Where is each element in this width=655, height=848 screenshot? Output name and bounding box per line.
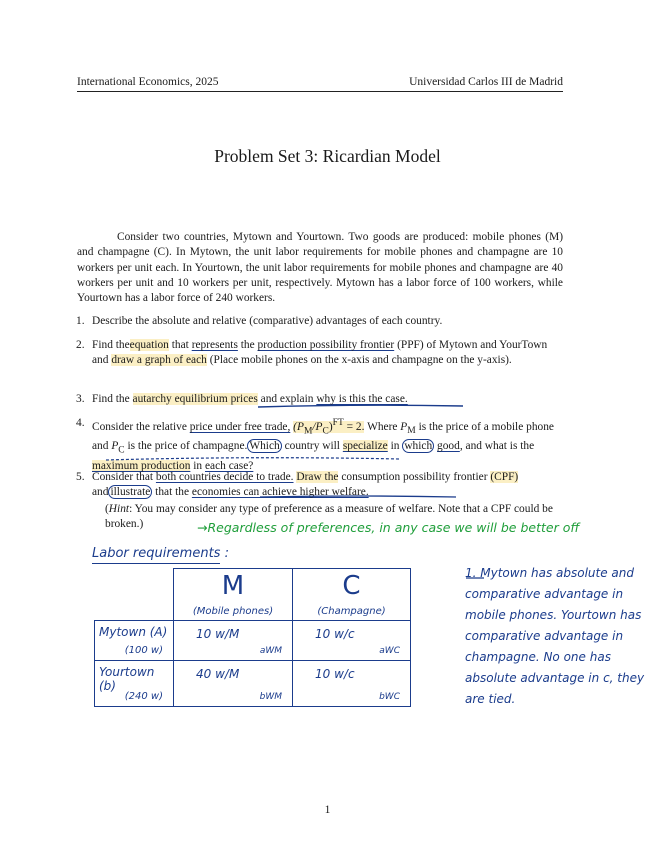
labor-requirements-table [94, 568, 411, 707]
question-5 [76, 470, 564, 501]
pm-symbol: P [400, 420, 408, 433]
mobile-label: (Mobile phones) [192, 606, 274, 617]
q2-text: the [240, 339, 255, 351]
champagne-label: (Champagne) [317, 606, 386, 617]
q4-text: country will [284, 440, 340, 453]
q2-text: (Place mobile phones on the x-axis and champagne on the y-axis). [209, 354, 512, 367]
question-number: 3. [76, 393, 85, 405]
cell-mytown-mobile [174, 621, 293, 661]
q4-underline-good: good [437, 440, 460, 453]
q5-underline-trade: both countries decide to trade. [155, 471, 294, 483]
question-text: Describe the absolute and relative (comparative) advantages of each country. [92, 315, 443, 327]
handwritten-green-note: →Regardless of preferences, in any case we will be better off [197, 520, 580, 535]
requirement-symbol: aWM [259, 646, 282, 656]
page-header [77, 76, 563, 92]
requirement-value: 10 w/c [315, 667, 355, 681]
q4-text: , and what is the [459, 440, 535, 453]
q4-formula [293, 418, 365, 437]
country-mytown [95, 621, 174, 661]
q5-text: Consider that [92, 471, 154, 483]
q2-underline-ppf: production possibility frontier [257, 339, 395, 351]
q5-highlight-draw: Draw the [296, 471, 339, 483]
q3-underline-why: why is this the case. [316, 393, 408, 405]
mobile-letter: M [221, 571, 245, 601]
q4-text: in [390, 440, 400, 453]
q3-highlight-prices: autarchy equilibrium prices [132, 393, 258, 405]
q2-text: that [171, 339, 189, 351]
q4-text: Consider the relative [92, 420, 187, 433]
formula-part: ) [328, 420, 333, 433]
q5-underline-welfare: economies can achieve higher welfare. [191, 486, 369, 499]
country-name: Mytown (A) [99, 625, 168, 639]
question-number: 4. [76, 417, 85, 429]
q4-circled-which: Which [249, 440, 280, 453]
question-number: 5. [76, 471, 85, 483]
requirement-value: 40 w/M [196, 667, 240, 681]
hint-text: : You may consider any type of preference as a measure of welfare. Note that a CPF could be broken.) [105, 503, 553, 531]
hint-label: Hint [108, 503, 130, 515]
question-number: 2. [76, 339, 85, 351]
formula-part: /P [312, 420, 323, 433]
page-number: 1 [324, 804, 331, 816]
q5-text: that the [155, 486, 190, 499]
question-2 [76, 338, 564, 369]
header-rule [77, 91, 563, 92]
question-number: 1. [76, 315, 85, 327]
q2-text: (PPF) of Mytown and YourTown and [92, 339, 548, 367]
q4-text: is the price of champagne. [127, 440, 248, 453]
q4-text: Where [367, 420, 398, 433]
course-name: International Economics, 2025 [77, 76, 219, 88]
pc-sub: C [118, 445, 125, 456]
table-header-row [95, 569, 411, 621]
formula-part: = 2. [343, 420, 365, 433]
q4-underline-price: price under free trade, [189, 420, 291, 433]
requirement-value: 10 w/c [315, 627, 355, 641]
q5-text: consumption possibility frontier [341, 471, 488, 483]
question-3 [76, 392, 564, 407]
labor-force: (100 w) [124, 645, 163, 656]
cell-yourtown-champagne [293, 661, 411, 707]
question-4 [76, 416, 564, 474]
q2-text: Find the [92, 339, 130, 351]
q3-text: and explain [260, 393, 314, 405]
table-row [95, 661, 411, 707]
q5-highlight-cpf: (CPF) [490, 471, 519, 483]
requirement-symbol: bWC [379, 692, 400, 702]
requirement-symbol: bWM [259, 692, 282, 702]
q2-highlight-graph: draw a graph of each [111, 354, 207, 367]
champagne-letter: C [342, 571, 361, 601]
handwritten-answer: 1. Mytown has absolute and comparative advantage in mobile phones. Yourtown has comparative advantage in champagne. No one has absolute advantage in c, they are tied. [465, 566, 645, 706]
question-1 [76, 314, 564, 329]
table-corner [95, 569, 174, 621]
q2-highlight-equation: equation [129, 339, 169, 351]
formula-sub: C [322, 426, 329, 437]
q4-highlight-max-production: maximum production [92, 459, 191, 472]
q5-text: and [92, 486, 109, 499]
intro-paragraph: Consider two countries, Mytown and Yourtown. Two goods are produced: mobile phones (M) and champagne (C). In Mytown, the unit labor requirements for mobile phones and champagne are 10 workers per unit each. In Yourtown, the unit labor requirements for mobile phones and champagne are 40 workers per unit and 10 workers per unit, respectively. Mytown has a labor force of 100 workers, while Yourtown has a labor force of 240 workers. [77, 231, 563, 305]
labor-label-underline [92, 563, 220, 564]
q5-circled-illustrate: illustrate [110, 486, 151, 499]
pc-symbol: P [111, 440, 119, 453]
q4-underline-each-case: each case? [204, 459, 254, 472]
table-row [95, 621, 411, 661]
q4-text: in [193, 459, 203, 472]
country-name: Yourtown (b) [99, 665, 155, 693]
q4-text: is the price of a mobile phone and [92, 420, 554, 453]
cell-yourtown-mobile [174, 661, 293, 707]
hint-paren: ( [105, 503, 109, 515]
labor-force: (240 w) [124, 691, 163, 702]
formula-part: (P [293, 420, 304, 433]
pm-sub: M [407, 426, 416, 437]
header-mobile [174, 569, 293, 621]
q4-highlight-specialize: specialize [342, 440, 388, 453]
header-champagne [293, 569, 411, 621]
university-name: Universidad Carlos III de Madrid [409, 76, 563, 88]
page-title: Problem Set 3: Ricardian Model [214, 146, 441, 166]
requirement-symbol: aWC [379, 646, 400, 656]
formula-sub: M [303, 426, 313, 437]
q2-underline-represents: represents [191, 339, 238, 351]
formula-sup: FT [332, 418, 344, 428]
country-yourtown [95, 661, 174, 707]
requirement-value: 10 w/M [196, 627, 240, 641]
q4-circled-which-2: which [404, 440, 433, 453]
q3-text: Find the [92, 393, 130, 405]
cell-mytown-champagne [293, 621, 411, 661]
labor-requirements-label: Labor requirements : [92, 546, 229, 561]
